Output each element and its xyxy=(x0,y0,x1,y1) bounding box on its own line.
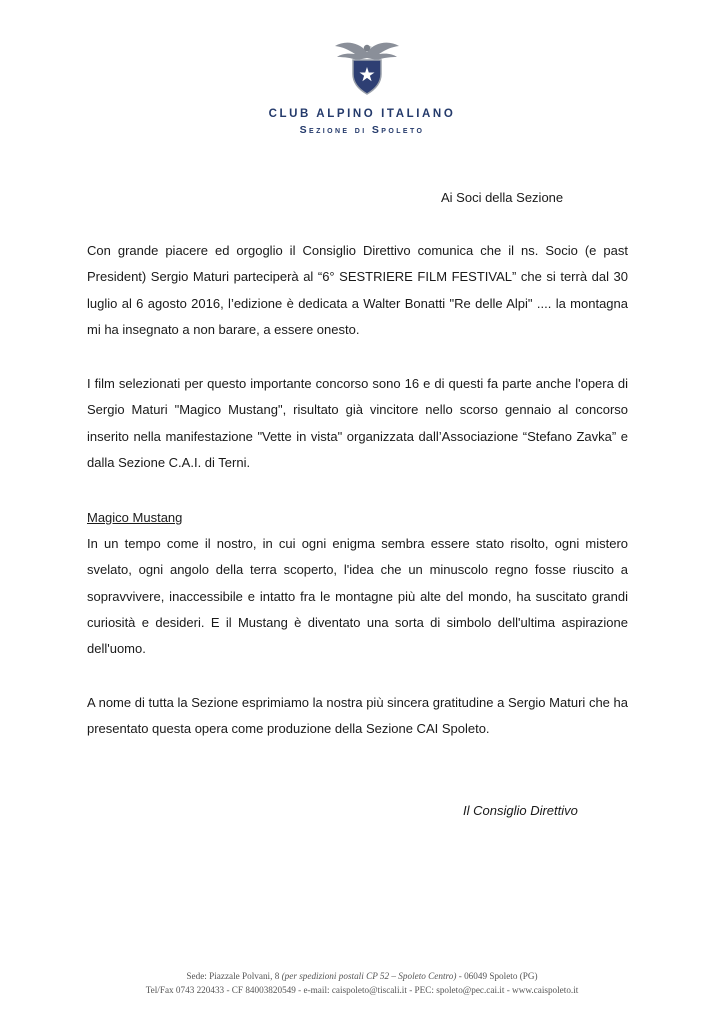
organization-name: CLUB ALPINO ITALIANO xyxy=(268,108,456,120)
paragraph-film-description: In un tempo come il nostro, in cui ogni enigma sembra essere stato risolto, ogni mistero svelato, ogni angolo della terra scoperto, l'idea che un minuscolo regno fosse riuscito a sopravvivere, inaccessibile e intatto fra le montagne più alte del mondo, ha suscitato grandi curiosità e desideri. E il Mustang è diventato una sorta di simbolo dell'ultima aspirazione dell'uomo. xyxy=(87,536,628,657)
footer-address xyxy=(0,971,724,981)
footer-address-text: Sede: Piazzale Polvani, 8 xyxy=(186,971,282,981)
organization-section: Sezione di Spoleto xyxy=(299,124,425,136)
footer-contacts: Tel/Fax 0743 220433 - CF 84003820549 - e-mail: caispoleto@tiscali.it - PEC: spoleto@pec.cai.it - www.caispoleto.it xyxy=(145,985,579,995)
footer-city: - 06049 Spoleto (PG) xyxy=(456,971,538,981)
footer-postal-note: (per spedizioni postali CP 52 – Spoleto Centro) xyxy=(281,971,457,981)
paragraph-selection: I film selezionati per questo importante concorso sono 16 e di questi fa parte anche l'opera di Sergio Maturi "Magico Mustang", risultato già vincitore nello scorso gennaio al concorso inserito nella manifestazione "Vette in vista" organizzata dall’Associazione “Stefano Zavka” e dalla Sezione C.A.I. di Terni. xyxy=(87,376,628,470)
paragraph-announcement: Con grande piacere ed orgoglio il Consiglio Direttivo comunica che il ns. Socio (e past President) Sergio Maturi parteciperà al “6° SESTRIERE FILM FESTIVAL” che si terrà dal 30 luglio al 6 agosto 2016, l’edizione è dedicata a Walter Bonatti "Re delle Alpi" .... la montagna mi ha insegnato a non barare, a essere onesto. xyxy=(87,243,628,337)
paragraph-gratitude: A nome di tutta la Sezione esprimiamo la nostra più sincera gratitudine a Sergio Maturi che ha presentato questa opera come produzione della Sezione CAI Spoleto. xyxy=(87,695,628,737)
cai-eagle-shield-star-icon xyxy=(333,38,401,96)
film-title: Magico Mustang xyxy=(87,510,183,525)
recipient-line: Ai Soci della Sezione xyxy=(441,190,564,205)
signature: Il Consiglio Direttivo xyxy=(463,803,578,818)
